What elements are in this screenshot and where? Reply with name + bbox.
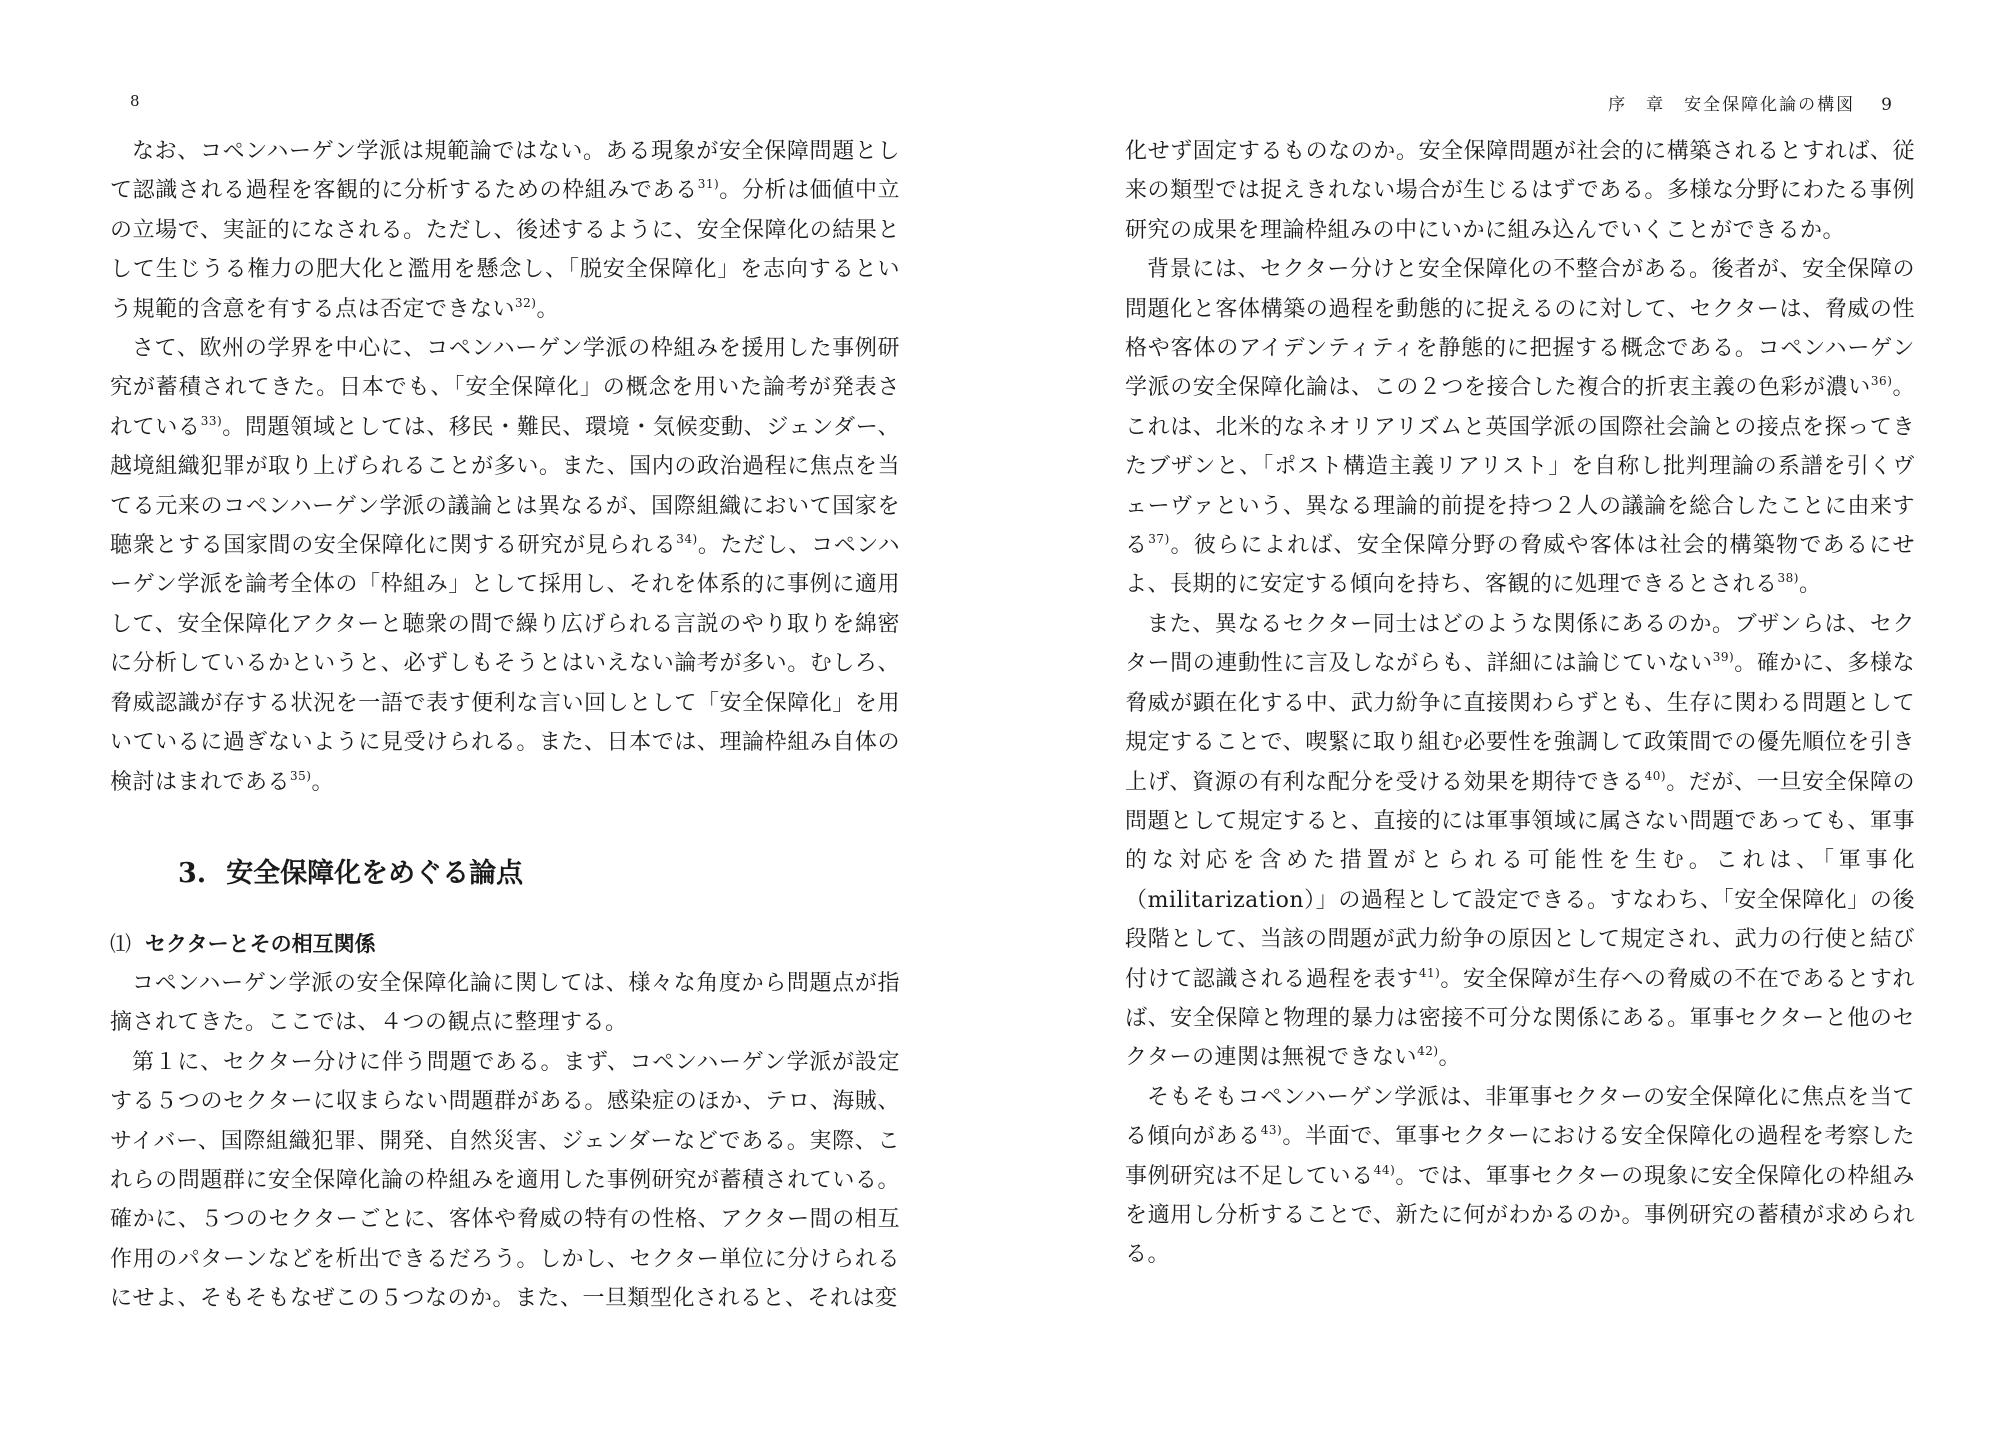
footnote-ref: 42) [1417, 1044, 1439, 1059]
paragraph: そもそもコペンハーゲン学派は、非軍事セクターの安全保障化に焦点を当てる傾向がある$^{43)}$。半面で、軍事セクターにおける安全保障化の過程を考察した事例研究は不足している$^{44)}$。では、軍事セクターの現象に安全保障化の枠組みを適用し分析することで、新たに何がわかるのか。事例研究の蓄積が求められる。 [1125, 1084, 1915, 1268]
right-page-body [1125, 132, 1915, 1275]
right-page-number: 9 [1881, 95, 1892, 115]
footnote-ref: 32) [515, 295, 537, 310]
section-number: 3. [178, 857, 207, 889]
subsection-heading [110, 924, 900, 964]
footnote-ref: 43) [1260, 1123, 1283, 1138]
subsection-number: ⑴ [110, 931, 131, 956]
paragraph: さて、欧州の学界を中心に、コペンハーゲン学派の枠組みを援用した事例研究が蓄積されてきた。日本でも、「安全保障化」の概念を用いた論考が発表されている$^{33)}$。問題領域としては、移民・難民、環境・気候変動、ジェンダー、越境組織犯罪が取り上げられることが多い。また、国内の政治過程に焦点を当てる元来のコペンハーゲン学派の議論とは異なるが、国際組織において国家を聴衆とする国家間の安全保障化に関する研究が見られる$^{34)}$。ただし、コペンハーゲン学派を論考全体の「枠組み」として採用し、それを体系的に事例に適用して、安全保障化アクターと聴衆の間で繰り広げられる言説のやり取りを綿密に分析しているかというと、必ずしもそうとはいえない論考が多い。むしろ、脅威認識が存する状況を一語で表す便利な言い回しとして「安全保障化」を用いているに過ぎないように見受けられる。また、日本では、理論枠組み自体の検討はまれである$^{35)}$。 [110, 336, 900, 795]
paragraph: 第１に、セクター分けに伴う問題である。まず、コペンハーゲン学派が設定する５つのセクターに収まらない問題群がある。感染症のほか、テロ、海賊、サイバー、国際組織犯罪、開発、自然災害、ジェンダーなどである。実際、これらの問題群に安全保障化論の枠組みを適用した事例研究が蓄積されている。確かに、５つのセクターごとに、客体や脅威の特有の性格、アクター間の相互作用のパターンなどを析出できるだろう。しかし、セクター単位に分けられるにせよ、そもそもなぜこの５つなのか。また、一旦類型化されると、それは変 [110, 1049, 900, 1312]
running-head-title: 序 章 安全保障化論の構図 [1608, 95, 1856, 115]
footnote-ref: 33) [200, 413, 223, 428]
running-head [1608, 90, 1892, 115]
left-page-number: 8 [130, 92, 140, 110]
paragraph: コペンハーゲン学派の安全保障化論に関しては、様々な角度から問題点が指摘されてきた。ここでは、４つの観点に整理する。 [110, 970, 900, 1036]
footnote-ref: 40) [1644, 768, 1667, 783]
left-page-body [110, 132, 900, 1319]
paragraph: 背景には、セクター分けと安全保障化の不整合がある。後者が、安全保障の問題化と客体構築の過程を動態的に捉えるのに対して、セクターは、脅威の性格や客体のアイデンティティを静態的に把握する概念である。コペンハーゲン学派の安全保障化論は、この２つを接合した複合的折衷主義の色彩が濃い$^{36)}$。これは、北米的なネオリアリズムと英国学派の国際社会論との接点を探ってきたブザンと、「ポスト構造主義リアリスト」を自称し批判理論の系譜を引くヴェーヴァという、異なる理論的前提を持つ２人の議論を総合したことに由来する$^{37)}$。彼らによれば、安全保障分野の脅威や客体は社会的構築物であるにせよ、長期的に安定する傾向を持ち、客観的に処理できるとされる$^{38)}$。 [1125, 257, 1916, 598]
footnote-ref: 39) [1712, 650, 1735, 665]
subsection-title: セクターとその相互関係 [145, 930, 376, 956]
footnote-ref: 38) [1777, 571, 1799, 586]
section-title: 安全保障化をめぐる論点 [226, 857, 524, 889]
section-heading [178, 854, 900, 894]
footnote-ref: 41) [1418, 965, 1441, 980]
footnote-ref: 36) [1870, 374, 1893, 389]
footnote-ref: 37) [1148, 532, 1170, 547]
footnote-ref: 44) [1373, 1162, 1396, 1177]
paragraph: なお、コペンハーゲン学派は規範論ではない。ある現象が安全保障問題として認識される過程を客観的に分析するための枠組みである$^{31)}$。分析は価値中立の立場で、実証的になされる。ただし、後述するように、安全保障化の結果として生じうる権力の肥大化と濫用を懸念し、「脱安全保障化」を志向するという規範的含意を有する点は否定できない$^{32)}$。 [110, 139, 900, 322]
footnote-ref: 35) [290, 768, 312, 783]
footnote-ref: 31) [697, 177, 720, 192]
footnote-ref: 34) [676, 532, 698, 547]
paragraph: また、異なるセクター同士はどのような関係にあるのか。ブザンらは、セクター間の連動性に言及しながらも、詳細には論じていない$^{39)}$。確かに、多様な脅威が顕在化する中、武力紛争に直接関わらずとも、生存に関わる問題として規定することで、喫緊に取り組む必要性を強調して政策間での優先順位を引き上げ、資源の有利な配分を受ける効果を期待できる$^{40)}$。だが、一旦安全保障の問題として規定すると、直接的には軍事領域に属さない問題であっても、軍事的な対応を含めた措置がとられる可能性を生む。これは、「軍事化（militarization）」の過程として設定できる。すなわち、「安全保障化」の後段階として、当該の問題が武力紛争の原因として規定され、武力の行使と結び付けて認識される過程を表す$^{41)}$。安全保障が生存への脅威の不在であるとすれば、安全保障と物理的暴力は密接不可分な関係にある。軍事セクターと他のセクターの連関は無視できない$^{42)}$。 [1125, 611, 1916, 1071]
paragraph: 化せず固定するものなのか。安全保障問題が社会的に構築されるとすれば、従来の類型では捉えきれない場合が生じるはずである。多様な分野にわたる事例研究の成果を理論枠組みの中にいかに組み込んでいくことができるか。 [1125, 139, 1915, 243]
